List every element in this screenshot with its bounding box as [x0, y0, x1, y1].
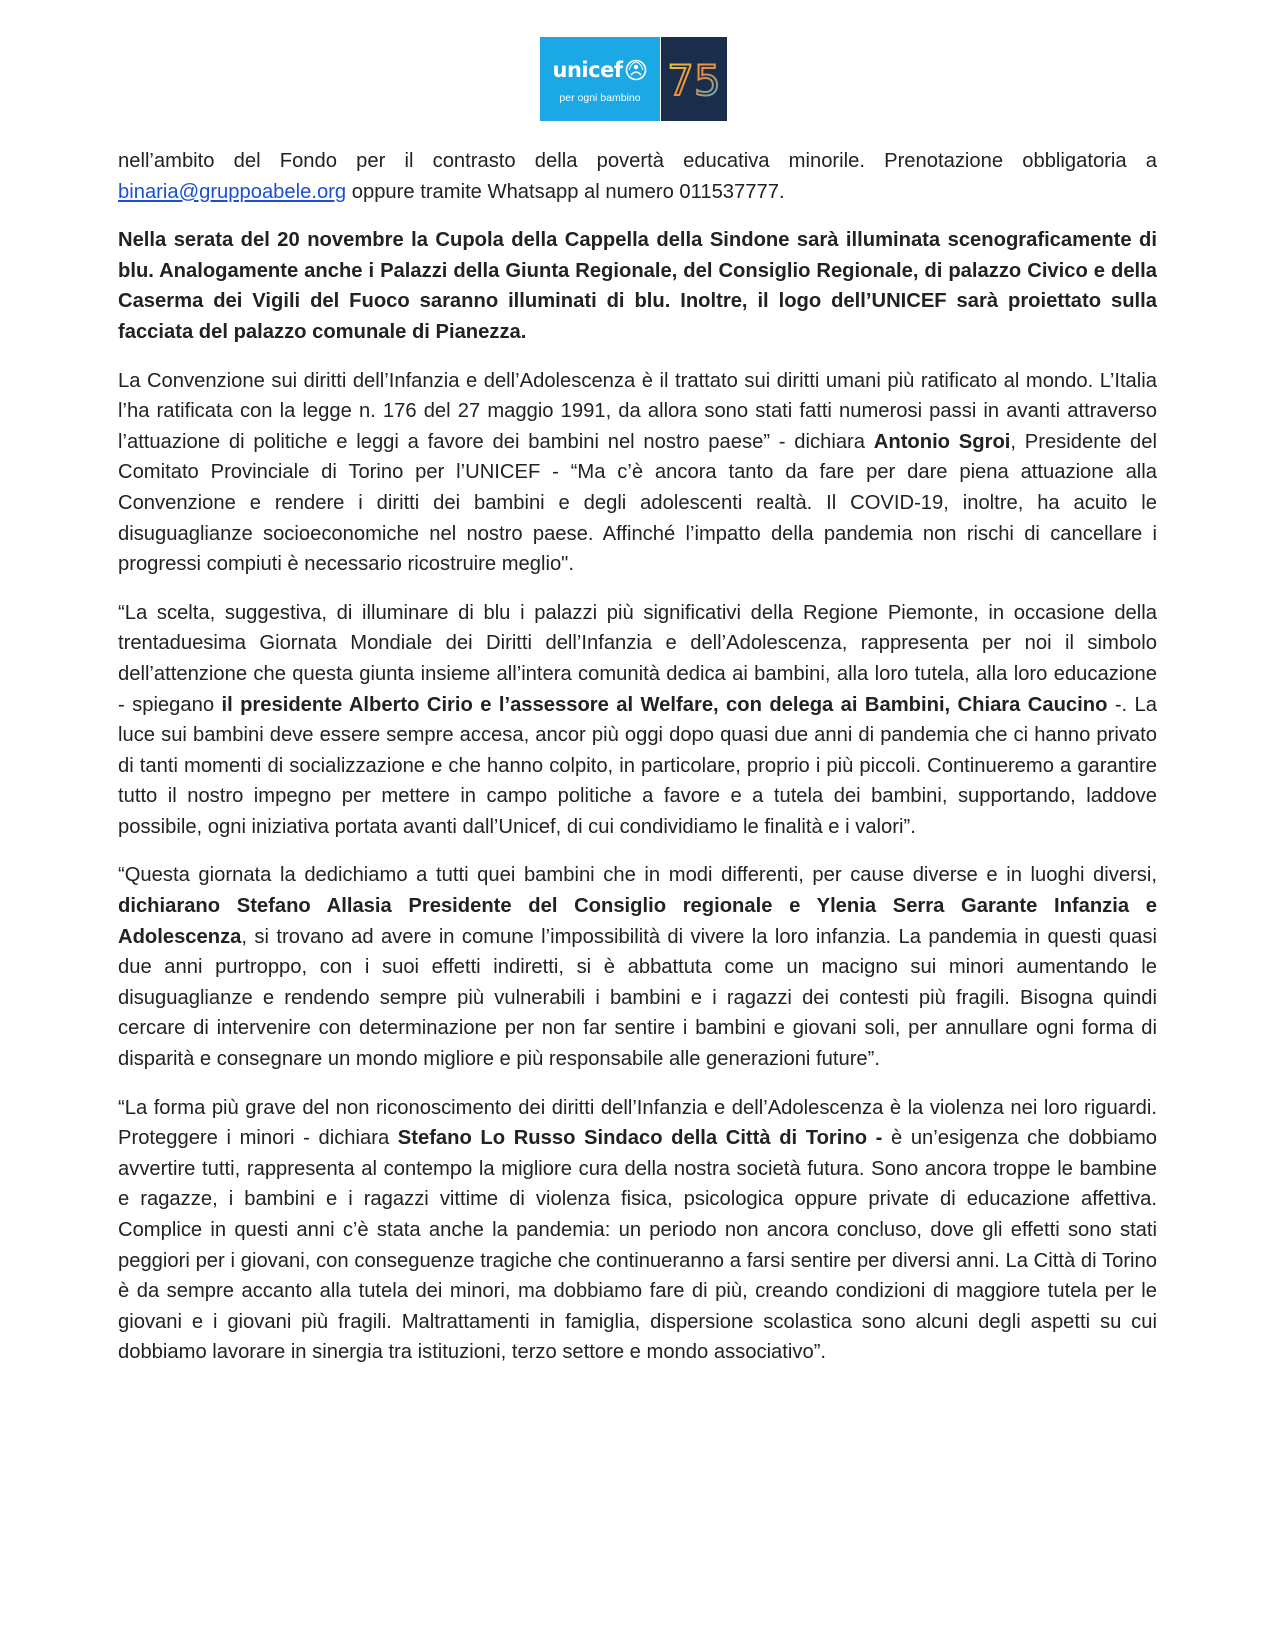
paragraph-text: nell’ambito del Fondo per il contrasto della povertà educativa minorile. Prenotazione obbligatoria a	[118, 150, 1157, 172]
paragraph-booking	[118, 146, 1157, 207]
paragraph-text: è un’esigenza che dobbiamo avvertire tutti, rappresenta al contempo la migliore cura della nostra società futura. Sono ancora troppe le bambine e ragazze, i bambini e i ragazzi vittime di violenza fisica, psicologica oppure private di educazione affettiva. Complice in questi anni c’è stata anche la pandemia: un periodo non ancora concluso, dove gli effetti sono stati peggiori per i giovani, con conseguenze tragiche che continueranno a farsi sentire per diversi anni. La Città di Torino è da sempre accanto alla tutela dei minori, ma dobbiamo fare di più, creando condizioni di maggiore tutela per le giovani e i giovani più fragili. Maltrattamenti in famiglia, dispersione scolastica sono alcuni degli aspetti su cui dobbiamo lavorare in sinergia tra istituzioni, terzo settore e mondo associativo”.	[118, 1127, 1158, 1364]
unicef-wordmark	[553, 58, 648, 82]
speaker-name: il presidente Alberto Cirio e l’assessore al Welfare, con delega ai Bambini, Chiara Caucino	[221, 693, 1108, 716]
paragraph-text: , si trovano ad avere in comune l’impossibilità di vivere la loro infanzia. La pandemia in questi quasi due anni purtroppo, con i suoi effetti indiretti, si è abbattuta come un macigno sui minori aumentando le disuguaglianze e rendendo sempre più vulnerabili i bambini e i ragazzi dei contesti più fragili. Bisogna quindi cercare di intervenire con determinazione per non far sentire i bambini e giovani soli, per annullare ogni forma di disparità e consegnare un mondo migliore e più responsabile alle generazioni future”.	[118, 925, 1157, 1071]
paragraph-text: “La scelta, suggestiva, di illuminare di blu i palazzi più significativi della Regione Piemonte, in occasione della trentaduesima Giornata Mondiale dei Diritti dell’Infanzia e dell’Adolescenza, rappresenta per noi il simbolo dell’attenzione che questa giunta insieme all’intera comunità dedica ai bambini, alla loro tutela, alla loro educazione - spiegano	[118, 601, 1157, 716]
paragraph-text: “Questa giornata la dedichiamo a tutti quei bambini che in modi differenti, per cause diverse e in luoghi diversi,	[118, 864, 1157, 887]
anniversary-75-text: 75	[667, 56, 721, 105]
anniversary-75-mark	[666, 51, 722, 107]
press-release-body	[118, 146, 1157, 1386]
unicef-wordmark-text: unicef	[552, 58, 623, 82]
paragraph-cirio-caucino	[118, 598, 1157, 843]
paragraph-allasia-serra	[118, 860, 1157, 1074]
speaker-name: Antonio Sgroi	[873, 430, 1011, 453]
paragraph-text: -. La luce sui bambini deve essere sempre accesa, ancor più oggi dopo quasi due anni di pandemia che ci hanno privato di tanti momenti di socializzazione e che hanno colpito, in particolare, proprio i più piccoli. Continueremo a garantire tutto il nostro impegno per mettere in campo politiche a favore e a tutela dei bambini, supportando, laddove possibile, ogni iniziativa portata avanti dall’Unicef, di cui condividiamo le finalità e i valori”.	[118, 693, 1157, 838]
paragraph-lo-russo	[118, 1093, 1157, 1368]
unicef-logo-block	[540, 37, 660, 121]
paragraph-text: La Convenzione sui diritti dell’Infanzia e dell’Adolescenza è il trattato sui diritti umani più ratificato al mondo. L’Italia l’ha ratificata con la legge n. 176 del 27 maggio 1991, da allora sono stati fatti numerosi passi in avanti attraverso l’attuazione di politiche e leggi a favore dei bambini nel nostro paese” - dichiara	[118, 369, 1157, 453]
speaker-name: Stefano Lo Russo Sindaco della Città di Torino -	[397, 1127, 883, 1150]
paragraph-text: “La forma più grave del non riconoscimento dei diritti dell’Infanzia e dell’Adolescenza è la violenza nei loro riguardi. Proteggere i minori - dichiara	[118, 1096, 1157, 1150]
paragraph-text: , Presidente del Comitato Provinciale di Torino per l’UNICEF - “Ma c’è ancora tanto da fare per dare piena attuazione alla Convenzione e rendere i diritti dei bambini e degli adolescenti realtà. Il COVID-19, inoltre, ha acuito le disuguaglianze socioeconomiche nel nostro paese. Affinché l’impatto della pandemia non rischi di cancellare i progressi compiuti è necessario ricostruire meglio".	[118, 430, 1157, 576]
paragraph-text: oppure tramite Whatsapp al numero 011537777.	[346, 180, 785, 203]
unicef-75-logo	[540, 37, 727, 121]
unicef-emblem-icon	[625, 59, 647, 81]
paragraph-sgroi	[118, 366, 1157, 580]
email-link[interactable]: binaria@gruppoabele.org	[118, 180, 347, 203]
paragraph-illumination: Nella serata del 20 novembre la Cupola della Cappella della Sindone sarà illuminata scenograficamente di blu. Analogamente anche i Palazzi della Giunta Regionale, del Consiglio Regionale, di palazzo Civico e della Caserma dei Vigili del Fuoco saranno illuminati di blu. Inoltre, il logo dell’UNICEF sarà proiettato sulla facciata del palazzo comunale di Pianezza.	[118, 229, 1157, 343]
unicef-tagline: per ogni bambino	[559, 92, 641, 104]
speaker-name: dichiarano Stefano Allasia Presidente del Consiglio regionale e Ylenia Serra Garante Infanzia e Adolescenza	[118, 895, 1157, 948]
anniversary-75-block	[661, 37, 727, 121]
